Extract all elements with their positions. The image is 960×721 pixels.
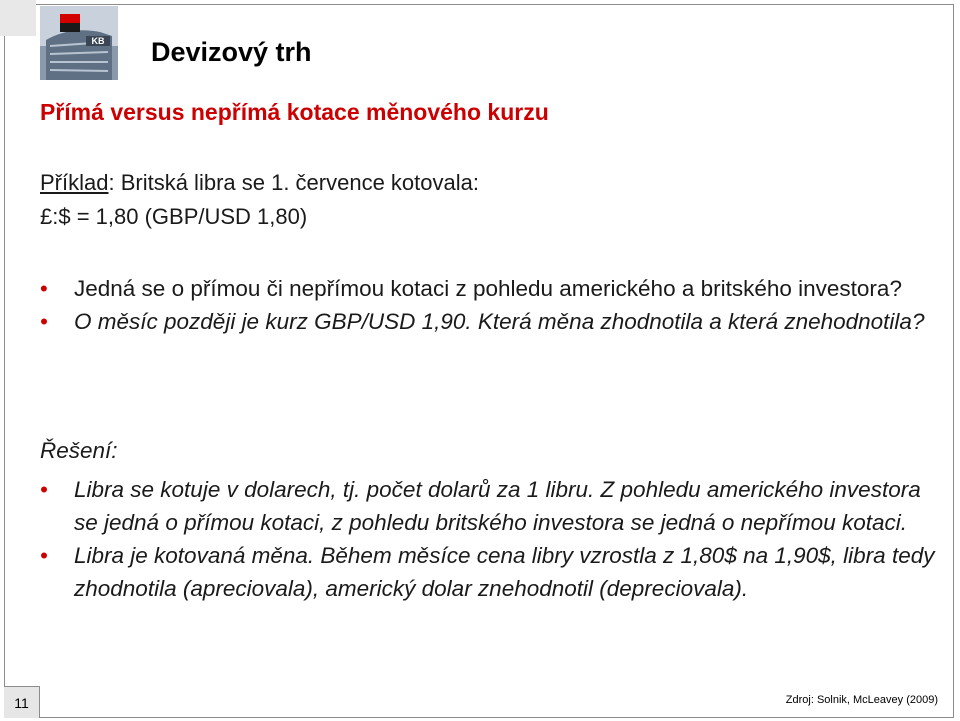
source-note: Zdroj: Solnik, McLeavey (2009) bbox=[785, 694, 938, 706]
question-text: O měsíc později je kurz GBP/USD 1,90. Která měna zhodnotila a která znehodnotila? bbox=[74, 309, 925, 334]
example-line bbox=[40, 170, 479, 196]
question-list bbox=[40, 272, 940, 338]
list-item bbox=[40, 305, 940, 338]
bullet-icon: • bbox=[40, 276, 48, 301]
list-item bbox=[40, 473, 940, 539]
exchange-rate-line: £:$ = 1,80 (GBP/USD 1,80) bbox=[40, 204, 308, 229]
solution-label: Řešení: bbox=[40, 438, 118, 463]
bullet-icon: • bbox=[40, 309, 48, 334]
list-item bbox=[40, 539, 940, 605]
bullet-icon: • bbox=[40, 477, 48, 502]
section-heading: Přímá versus nepřímá kotace měnového kurzu bbox=[40, 99, 549, 125]
question-text: Jedná se o přímou či nepřímou kotaci z pohledu amerického a britského investora? bbox=[74, 276, 902, 301]
bullet-icon: • bbox=[40, 543, 48, 568]
corner-decoration bbox=[0, 0, 36, 36]
page-title: Devizový trh bbox=[151, 37, 312, 67]
page-number: 11 bbox=[4, 686, 40, 718]
solution-text: Libra je kotovaná měna. Během měsíce cena libry vzrostla z 1,80$ na 1,90$, libra tedy zhodnotila (apreciovala), americký dolar znehodnotil (depreciovala). bbox=[74, 543, 935, 601]
svg-text:KB: KB bbox=[91, 36, 105, 46]
example-text: : Britská libra se 1. července kotovala: bbox=[108, 170, 479, 195]
solution-list bbox=[40, 473, 940, 605]
list-item bbox=[40, 272, 940, 305]
example-label: Příklad bbox=[40, 170, 109, 195]
kb-logo-icon bbox=[40, 6, 118, 80]
solution-text: Libra se kotuje v dolarech, tj. počet dolarů za 1 libru. Z pohledu amerického investora se jedná o přímou kotaci, z pohledu britského investora se jedná o nepřímou kotaci. bbox=[74, 477, 921, 535]
